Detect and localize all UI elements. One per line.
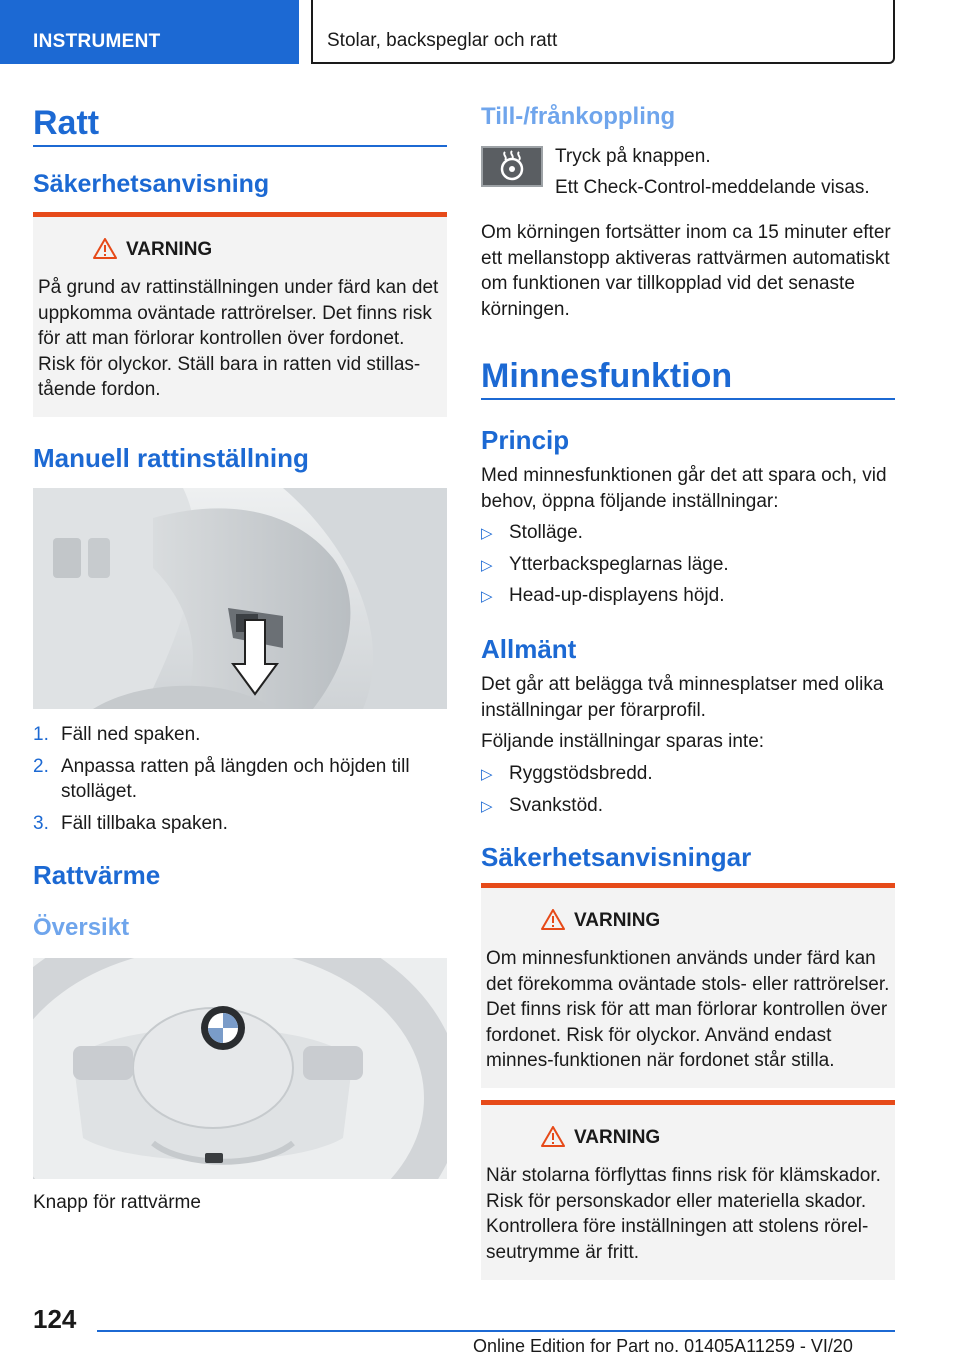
warning-box-seats [481, 1100, 895, 1280]
header-chapter-tab [311, 0, 895, 64]
bullet-triangle-icon: ▷ [481, 525, 493, 542]
bullet-triangle-icon: ▷ [481, 766, 493, 783]
list-item [33, 811, 447, 837]
principle-heading: Princip [481, 425, 570, 455]
step-text: Fäll tillbaka spaken. [61, 812, 228, 834]
header-chapter-label: Stolar, backspeglar och ratt [327, 30, 558, 51]
bullet-triangle-icon: ▷ [481, 797, 493, 815]
list-item [481, 552, 895, 578]
warning-text: Om minnesfunktionen används under färd kan det förekomma oväntade stols- eller rattrörelser. Det finns risk för att man förlorar kontrollen över fordonet. Risk för olyckor. Använd endast minnes-funktionen när fordonet står stilla. [486, 948, 890, 1071]
warning-triangle-icon [541, 909, 565, 930]
principle-text: Med minnesfunktionen går det att spara och, vid behov, öppna följande inställningar: [481, 465, 887, 512]
header-section-tab [0, 0, 299, 64]
warning-triangle-icon [541, 1126, 565, 1147]
overview-heading: Översikt [33, 914, 130, 941]
bullet-triangle-icon: ▷ [481, 588, 493, 605]
list-item [33, 722, 447, 748]
footer-rule [97, 1330, 895, 1332]
list-item-text: Head-up-displayens höjd. [509, 585, 725, 606]
list-item [33, 754, 447, 805]
title-rule [33, 145, 447, 147]
edition-text: Online Edition for Part no. 01405A11259 - VI/20 [473, 1336, 853, 1356]
press-button-text: Tryck på knappen. [555, 146, 711, 167]
onoff-heading: Till-/frånkoppling [481, 103, 676, 130]
step-text: Fäll ned spaken. [61, 724, 201, 745]
list-item-text: Svankstöd. [509, 794, 603, 816]
list-item-text: Ryggstödsbredd. [509, 763, 653, 784]
page-title: Ratt [33, 104, 100, 142]
list-item-text: Ytterbackspeglarnas läge. [509, 553, 729, 575]
manual-adjust-heading: Manuell rattinställning [33, 443, 309, 473]
list-item [481, 583, 895, 609]
list-item [481, 793, 895, 819]
title-rule [481, 398, 895, 400]
safety-instructions-heading: Säkerhetsanvisningar [481, 842, 752, 872]
warning-triangle-icon [93, 238, 117, 259]
heated-steering-button-icon [481, 146, 543, 187]
steering-column-lever-illustration [33, 488, 447, 709]
list-item-text: Stolläge. [509, 522, 583, 543]
memory-function-title: Minnesfunktion [481, 357, 733, 395]
warning-text: När stolarna förflyttas finns risk för klämskador. Risk för personskador eller materiella skador. Kontrollera före inställningen att stolens rörelseutrymme är fritt. [486, 1165, 881, 1263]
not-saved-list [481, 761, 895, 824]
image-caption: Knapp för rattvärme [33, 1192, 201, 1213]
warning-box-steering [33, 212, 447, 417]
steering-heat-heading: Rattvärme [33, 860, 161, 890]
step-number: 1. [33, 724, 49, 745]
list-item [481, 520, 895, 546]
warning-text: På grund av rattinställningen under färd kan det uppkomma oväntade rattrörelser. Det finns risk för att man förlorar kontrollen över fordonet. Risk för olyckor. Ställ bara in ratten vid stillastående fordon. [38, 277, 439, 400]
warning-label: VARNING [574, 910, 661, 931]
step-number: 3. [33, 812, 49, 834]
steering-wheel-illustration [33, 958, 447, 1179]
warning-label: VARNING [574, 1127, 661, 1148]
not-saved-text: Följande inställningar sparas inte: [481, 731, 765, 752]
page-number: 124 [33, 1304, 77, 1334]
resume-text: Om körningen fortsätter inom ca 15 minuter efter ett mellanstopp aktiveras rattvärmen automatiskt om funktionen var tillkopplad vid det senaste körningen. [481, 222, 891, 320]
principle-list [481, 520, 895, 615]
header-section-label: INSTRUMENT [33, 31, 161, 52]
general-heading: Allmänt [481, 634, 577, 664]
warning-box-memory [481, 883, 895, 1088]
adjust-steps-list [33, 722, 447, 842]
general-text: Det går att belägga två minnesplatser med olika inställningar per förarprofil. [481, 674, 884, 721]
check-control-text: Ett Check-Control-meddelande visas. [555, 177, 870, 198]
safety-heading: Säkerhetsanvisning [33, 170, 270, 198]
step-text: Anpassa ratten på längden och höjden till stolläget. [61, 755, 410, 802]
list-item [481, 761, 895, 787]
bullet-triangle-icon: ▷ [481, 556, 493, 574]
step-number: 2. [33, 755, 49, 777]
warning-label: VARNING [126, 239, 213, 260]
